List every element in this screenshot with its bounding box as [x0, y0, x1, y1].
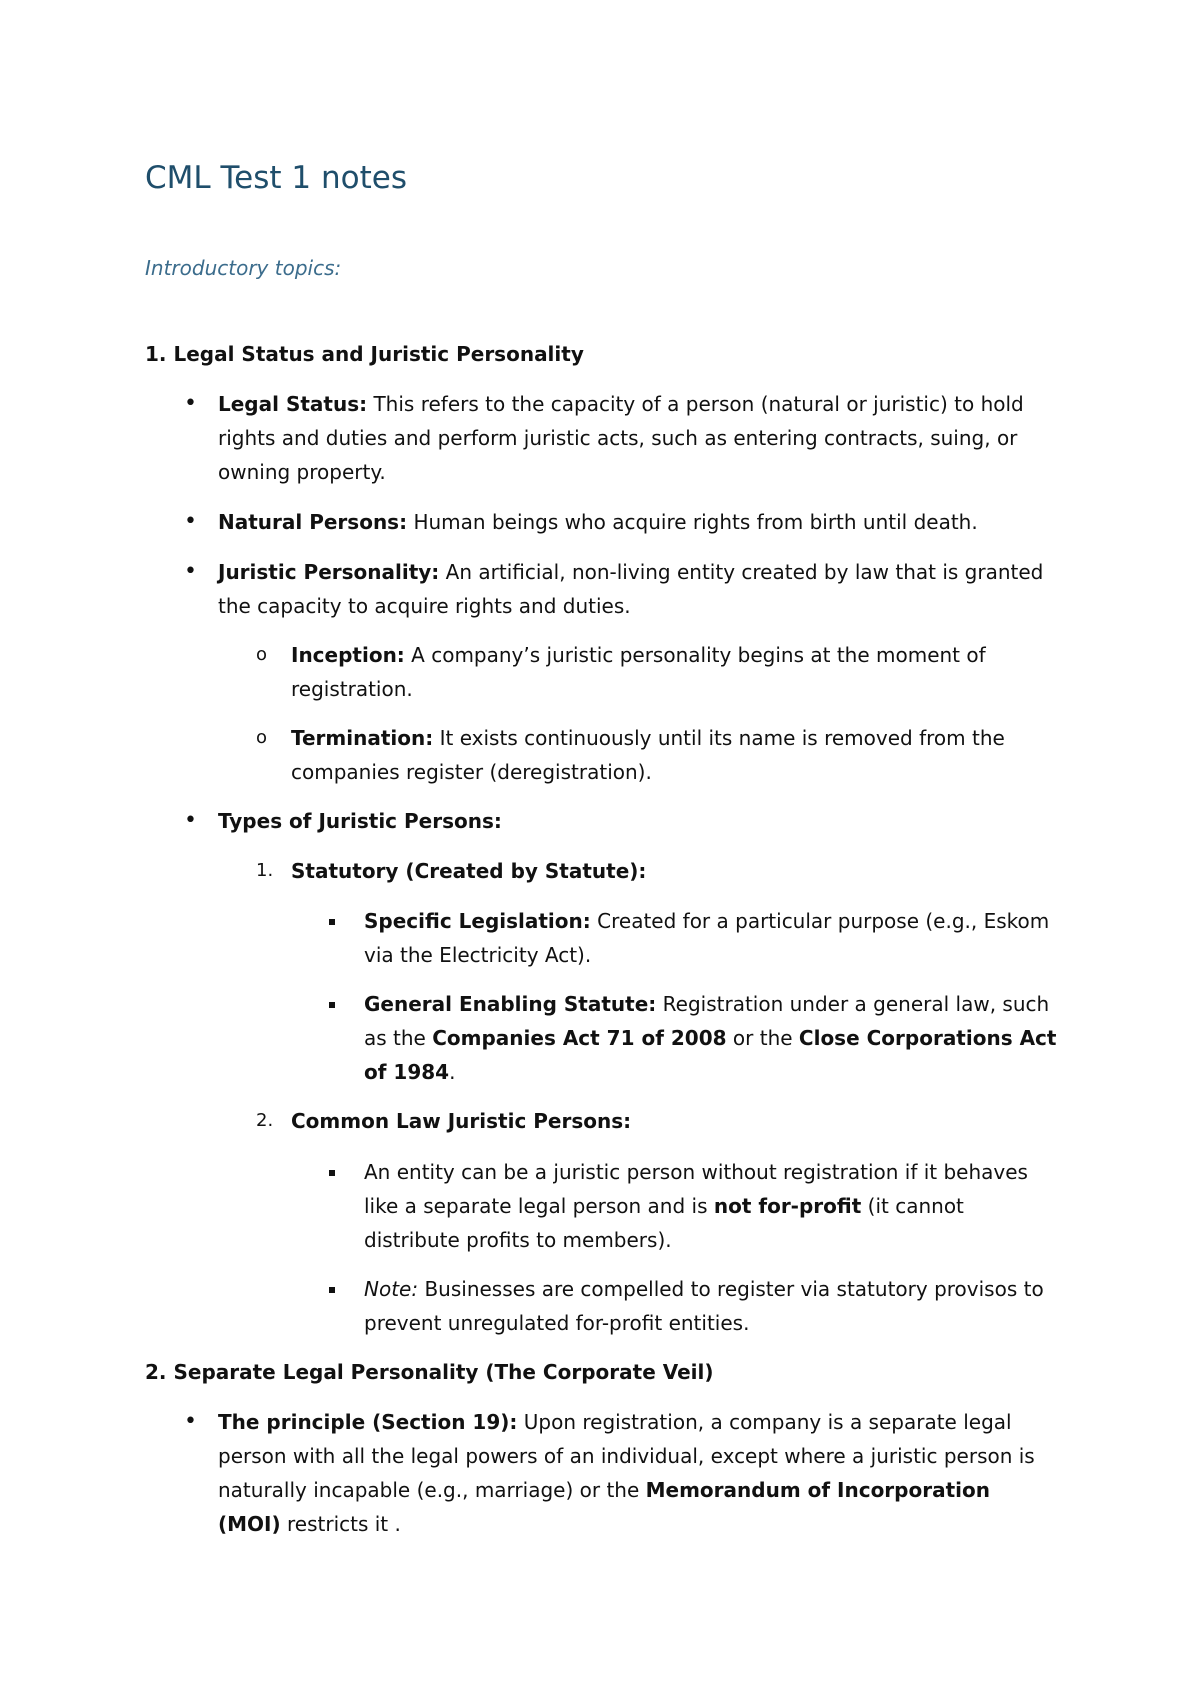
list-item-entity-without-registration: An entity can be a juristic person without registration if it behaves like a separate legal person and is not for-profit (it cannot distribute profits to members). — [364, 1155, 1064, 1257]
list-number: 1. — [256, 860, 274, 881]
bullet-icon — [184, 1405, 197, 1439]
document-subtitle: Introductory topics: — [145, 256, 342, 280]
list-item-note: Note: Businesses are compelled to register via statutory provisos to prevent unregulated for-profit entities. — [364, 1272, 1064, 1340]
square-bullet-icon — [329, 987, 335, 1021]
list-item-natural-persons: • Natural Persons: Human beings who acquire rights from birth until death. — [218, 505, 1058, 539]
list-item-statutory: 1. Statutory (Created by Statute): — [291, 854, 1058, 888]
bullet-icon — [184, 505, 197, 539]
list-item-juristic-personality: • Juristic Personality: An artificial, non-living entity created by law that is granted the capacity to acquire rights and duties. — [218, 555, 1058, 623]
list-item-specific-legislation: Specific Legislation: Created for a particular purpose (e.g., Eskom via the Electricity Act). — [364, 904, 1064, 972]
document-title: CML Test 1 notes — [145, 160, 407, 196]
section-heading-2: 2. Separate Legal Personality (The Corporate Veil) — [145, 1360, 714, 1384]
list-item-inception: o Inception: A company’s juristic personality begins at the moment of registration. — [291, 638, 1058, 706]
circle-bullet-icon — [256, 721, 267, 755]
list-number: 2. — [256, 1110, 274, 1131]
section-heading-1: 1. Legal Status and Juristic Personality — [145, 342, 584, 366]
circle-bullet-icon — [256, 638, 267, 672]
list-item-principle: • The principle (Section 19): Upon registration, a company is a separate legal person with all the legal powers of an individual, except where a juristic person is naturally incapable (e.g., marriage) or the Memorandum of Incorporation (MOI) restricts it . — [218, 1405, 1058, 1541]
bullet-icon — [184, 804, 197, 838]
list-item-common-law: 2. Common Law Juristic Persons: — [291, 1104, 1058, 1138]
list-item-types: • Types of Juristic Persons: — [218, 804, 1058, 838]
list-item-general-enabling: General Enabling Statute: Registration under a general law, such as the Companies Act 71 of 2008 or the Close Corporations Act of 1984. — [364, 987, 1064, 1089]
square-bullet-icon — [329, 1155, 335, 1189]
bullet-icon — [184, 387, 197, 421]
square-bullet-icon — [329, 1272, 335, 1306]
list-item-termination: o Termination: It exists continuously until its name is removed from the companies register (deregistration). — [291, 721, 1058, 789]
list-item-legal-status: • Legal Status: This refers to the capacity of a person (natural or juristic) to hold rights and duties and perform juristic acts, such as entering contracts, suing, or owning property. — [218, 387, 1058, 489]
square-bullet-icon — [329, 904, 335, 938]
bullet-icon — [184, 555, 197, 589]
